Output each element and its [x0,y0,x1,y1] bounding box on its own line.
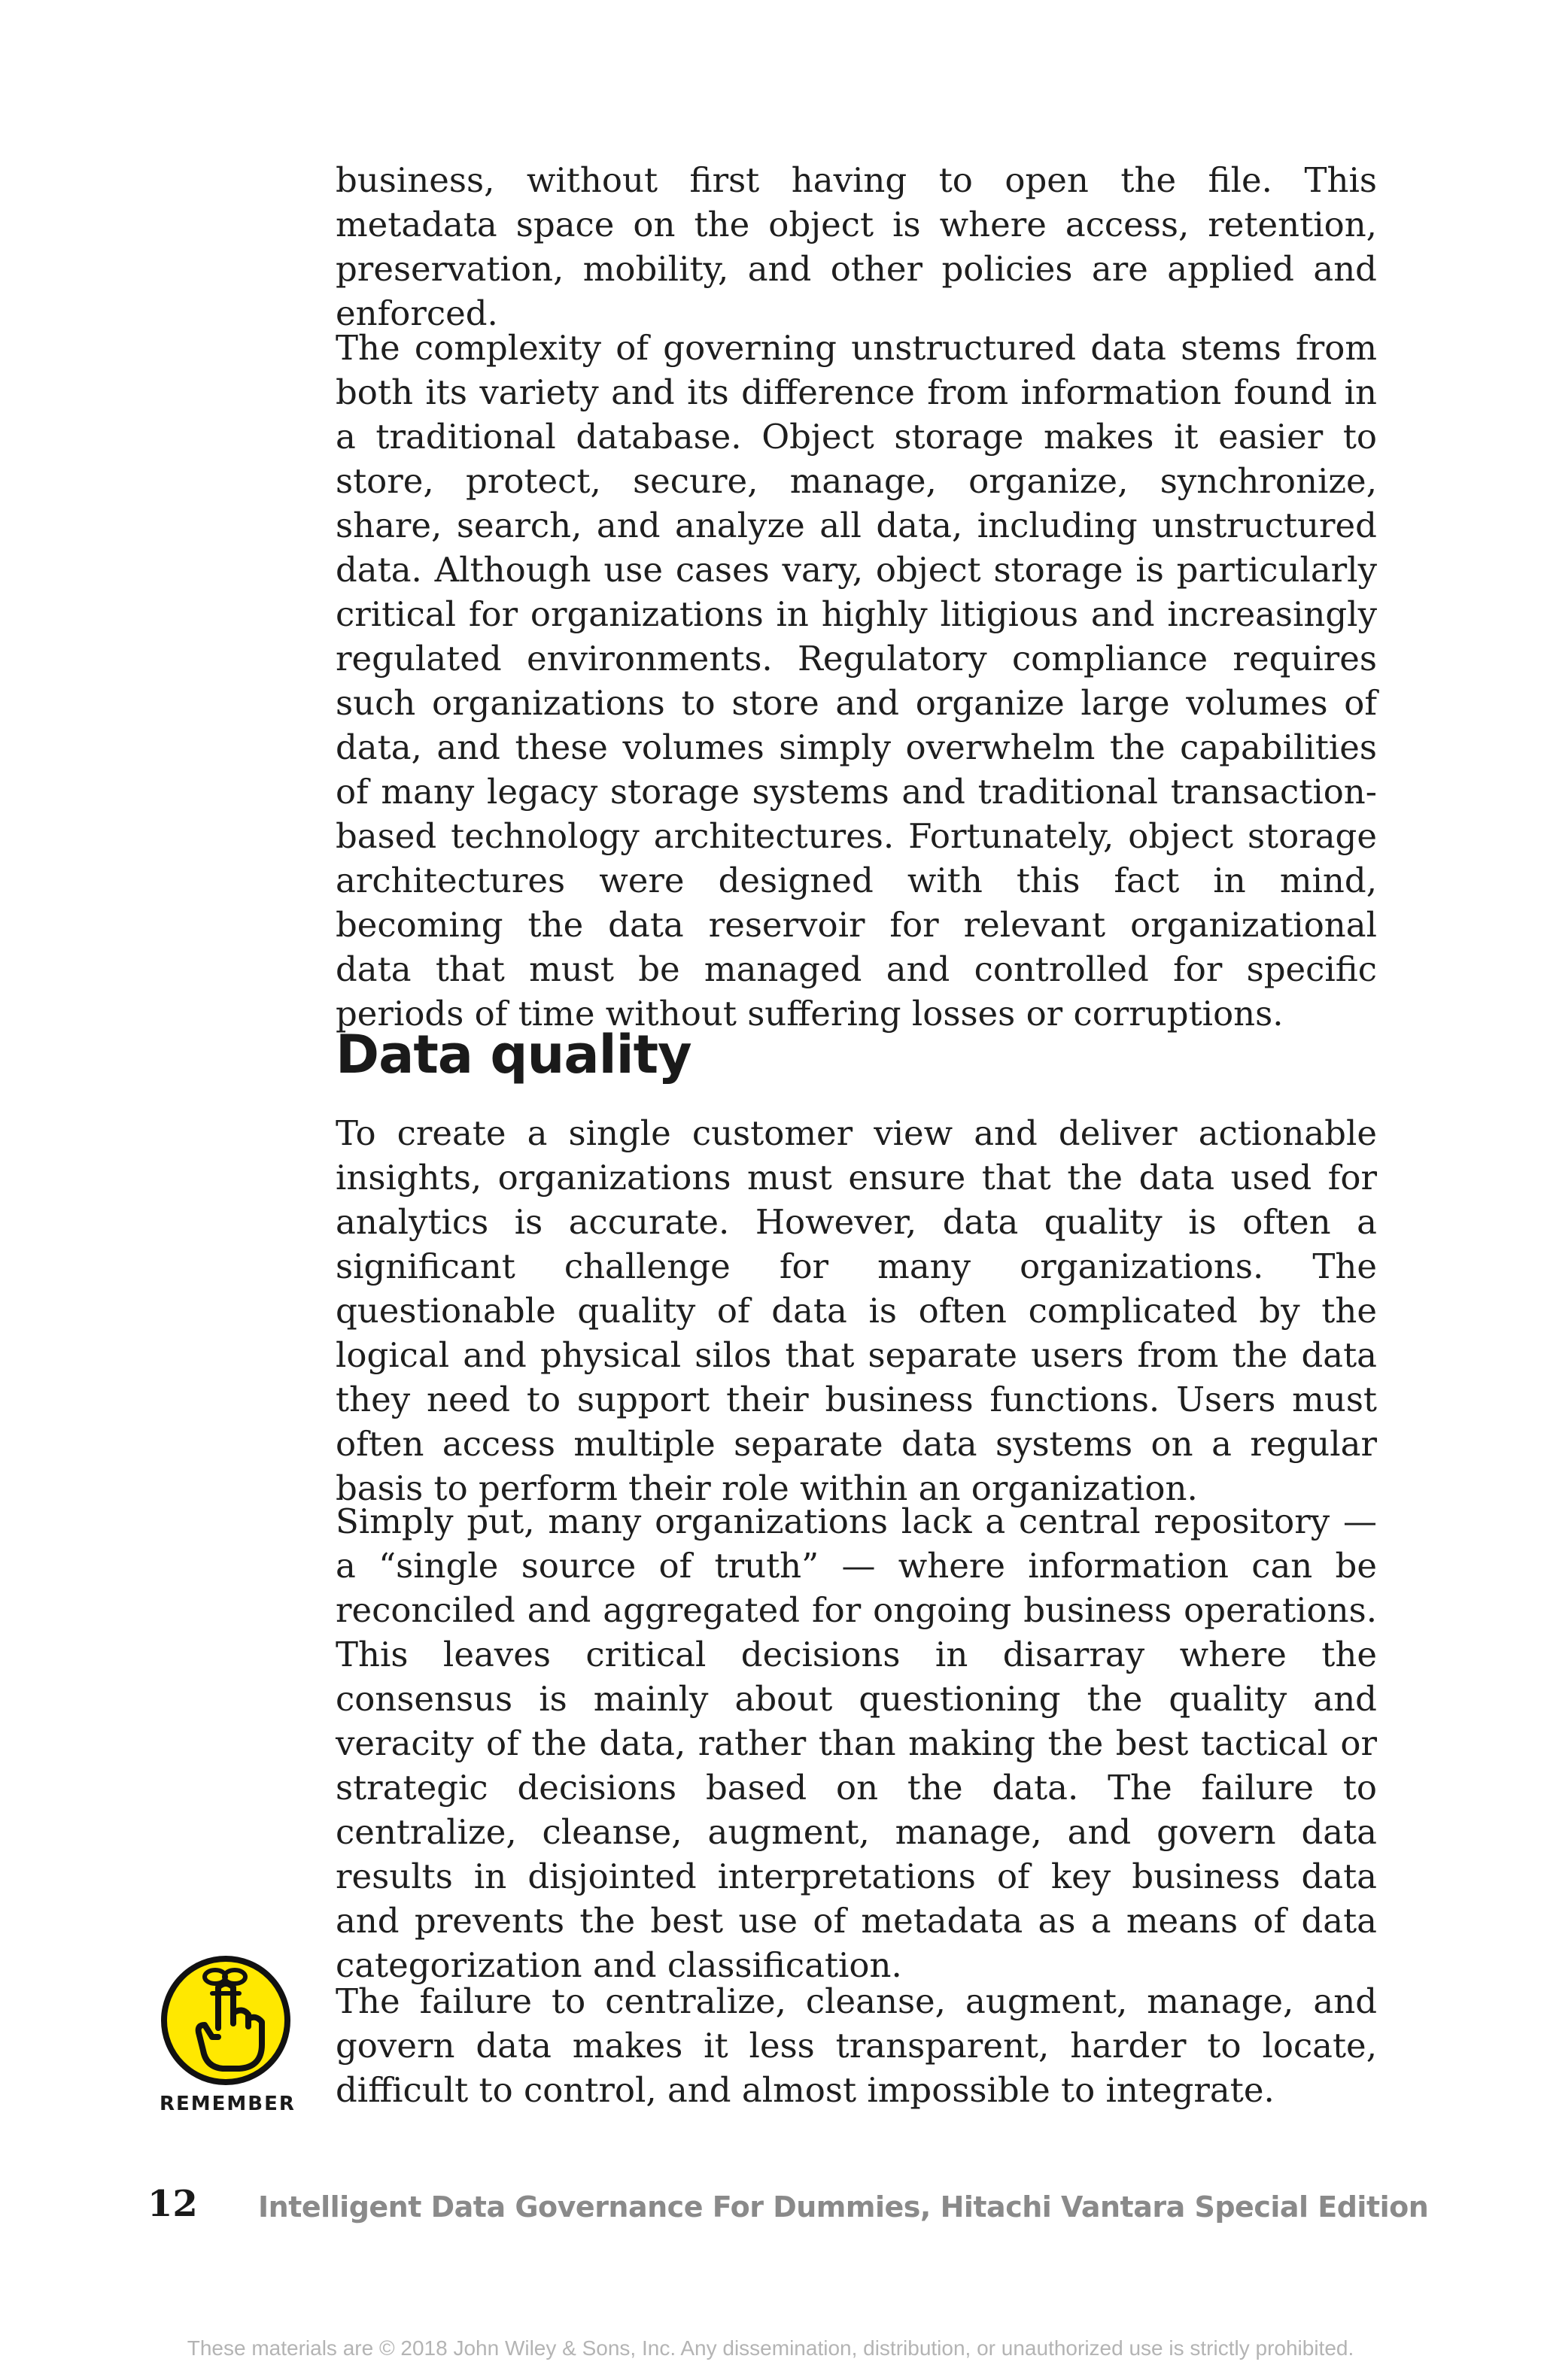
copyright-notice: These materials are © 2018 John Wiley & Sons, Inc. Any dissemination, distribution, or unauthorized use is strictly prohibited. [187,2336,1354,2360]
body-paragraph: Simply put, many organizations lack a central repository — a “single source of truth” — where information can be reconciled and aggregated for ongoing business operations. This leaves critical decisions in disarray where the consensus is mainly about questioning the quality and veracity of the data, rather than making the best tactical or strategic decisions based on the data. The failure to centralize, cleanse, augment, manage, and govern data results in disjointed interpretations of key business data and prevents the best use of metadata as a means of data categorization and classification. [336,1501,1377,1985]
body-paragraph: The complexity of governing unstructured data stems from both its variety and its difference from information found in a traditional database. Object storage makes it easier to store, protect, secure, manage, organize, synchronize, share, search, and analyze all data, including unstructured data. Although use cases vary, object storage is particularly critical for organizations in highly litigious and increasingly regulated environments. Regulatory compliance requires such organizations to store and organize large volumes of data, and these volumes simply overwhelm the capabilities of many legacy storage systems and traditional transaction-based technology architectures. Fortunately, object storage architectures were designed with this fact in mind, becoming the data reservoir for relevant organizational data that must be managed and controlled for specific periods of time without suffering losses or corruptions. [336,328,1377,1034]
paragraph-single-source [336,1499,1377,1987]
page-number: 12 [147,2183,198,2225]
book-title: Intelligent Data Governance For Dummies, Hitachi Vantara Special Edition [258,2190,1429,2224]
section-heading-wrapper [336,1023,1377,1086]
paragraph-remember-note [336,1979,1377,2112]
finger-string-icon [160,1954,292,2087]
remember-label: REMEMBER [160,2093,296,2115]
paragraph-object-metadata [336,158,1377,335]
paragraph-unstructured-complexity [336,326,1377,1036]
body-paragraph: business, without first having to open the file. This metadata space on the object is where access, retention, preservation, mobility, and other policies are applied and enforced. [336,160,1377,333]
paragraph-data-quality [336,1111,1377,1510]
section-heading: Data quality [336,1024,691,1085]
body-paragraph: The failure to centralize, cleanse, augment, manage, and govern data makes it less transparent, harder to locate, difficult to control, and almost impossible to integrate. [336,1981,1377,2110]
remember-callout [160,1954,296,2115]
body-paragraph: To create a single customer view and deliver actionable insights, organizations must ensure that the data used for analytics is accurate. However, data quality is often a significant challenge for many organizations. The questionable quality of data is often complicated by the logical and physical silos that separate users from the data they need to support their business functions. Users must often access multiple separate data systems on a regular basis to perform their role within an organization. [336,1113,1377,1508]
